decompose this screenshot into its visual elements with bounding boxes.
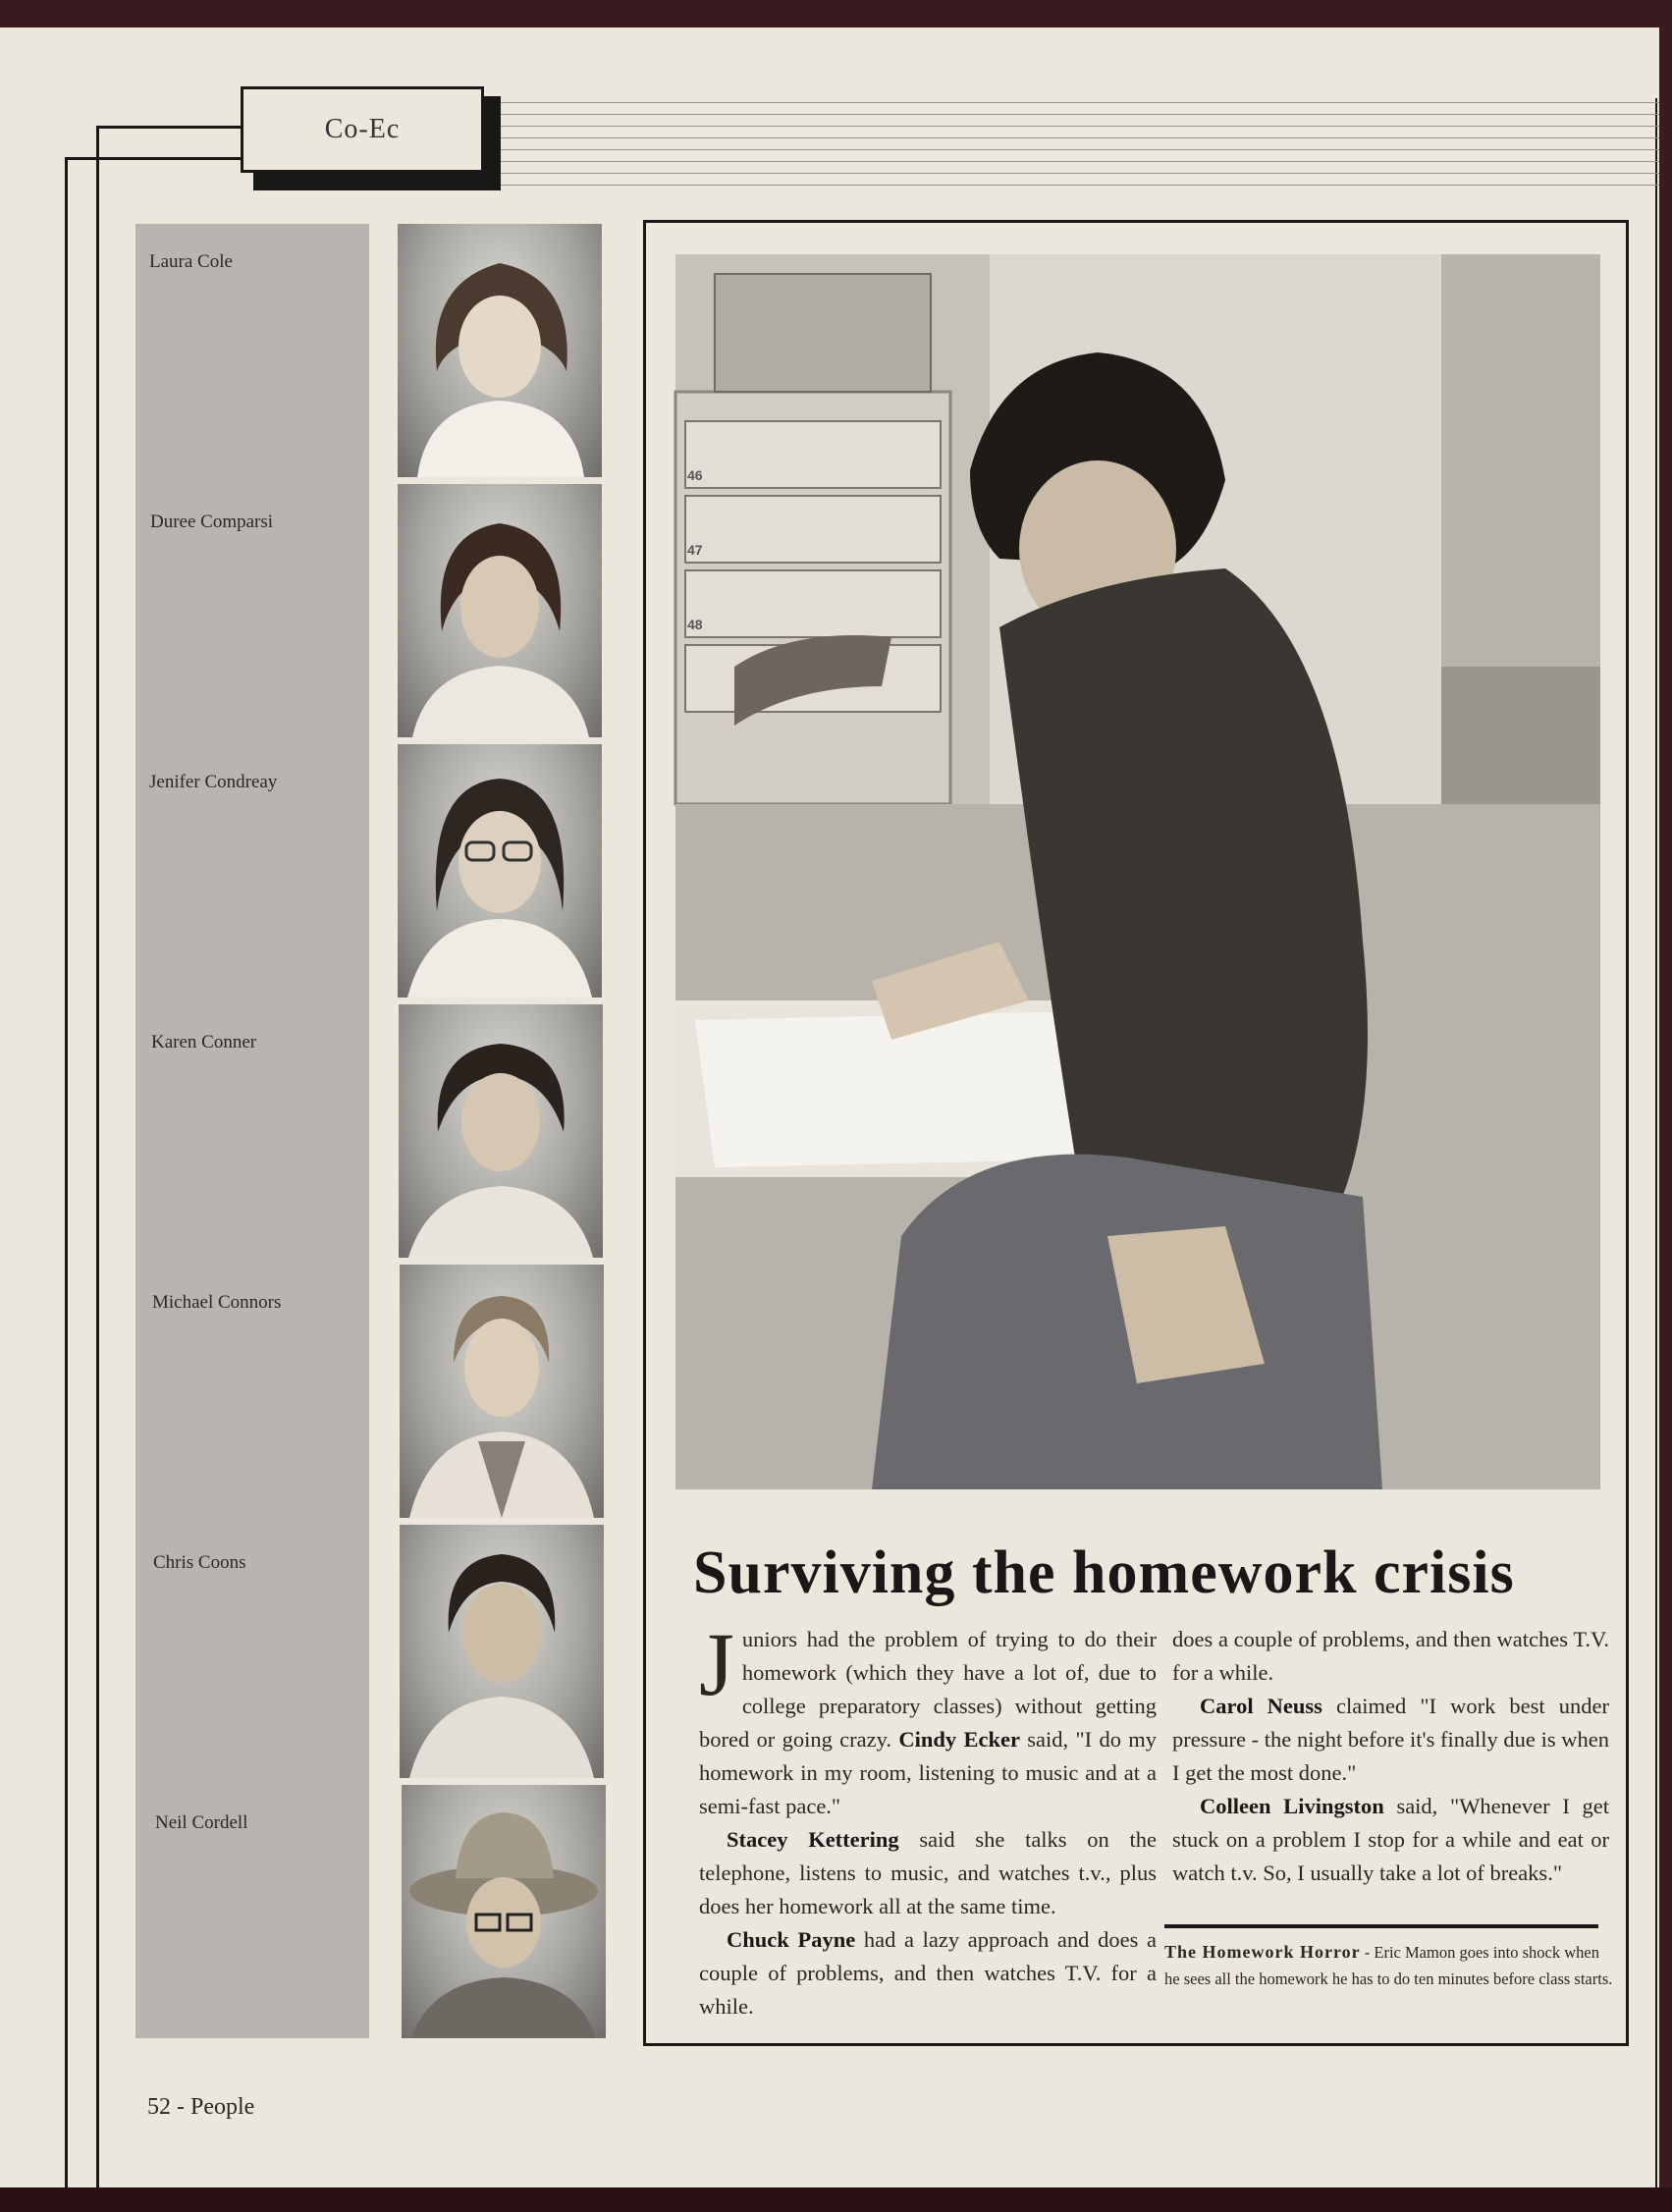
frame-line-right <box>1655 98 1657 2187</box>
student-name: Jenifer Condreay <box>149 772 278 792</box>
drawer-label: 47 <box>687 542 703 558</box>
story-text: uniors had the problem of trying to do their homework (which they have a lot of, due to college preparatory classes) without getting bored or going crazy. <box>699 1627 1157 1752</box>
student-name: Michael Connors <box>152 1292 282 1313</box>
frame-line-top-inner <box>96 126 243 129</box>
drawer-label: 46 <box>687 467 703 483</box>
feature-story <box>643 220 1629 2046</box>
student-portrait <box>402 1785 606 2038</box>
story-text: said she talks on the telephone, listens to music, and watches t.v., plus does her homework all at the same time. <box>699 1827 1157 1918</box>
frame-line-top-outer <box>65 157 243 160</box>
student-quote-name: Carol Neuss <box>1200 1694 1322 1718</box>
portrait-image <box>399 1004 603 1258</box>
portrait-image <box>400 1525 604 1778</box>
caption-title: The Homework Horror <box>1164 1942 1361 1962</box>
story-text: had a lazy approach and does a couple of problems, and then watches T.V. for a while. <box>699 1927 1157 2019</box>
feature-photo <box>675 254 1600 1489</box>
drawer-label: 48 <box>687 617 703 632</box>
story-text: said, "Whenever I get stuck on a problem I stop for a while and eat or watch t.v. So, I usually take a lot of breaks." <box>1172 1794 1610 1885</box>
portrait-image <box>398 744 602 998</box>
frame-line-outer <box>65 157 68 2187</box>
caption-text: - Eric Mamon goes into shock when he sees all the homework he has to do ten minutes before class starts. <box>1164 1943 1613 1988</box>
drop-cap: J <box>699 1614 734 1714</box>
header-tab <box>241 86 484 173</box>
student-portrait <box>398 744 602 998</box>
story-paragraph <box>699 1823 1157 1923</box>
portrait-image <box>398 224 602 477</box>
header-rules <box>501 102 1659 190</box>
story-text: claimed "I work best under pressure - the night before it's finally due is when I get the most done." <box>1172 1694 1610 1785</box>
page-bottom-edge <box>0 2187 1672 2212</box>
story-paragraph: does a couple of problems, and then watches T.V. for a while. <box>1172 1627 1609 1685</box>
page-folio: 52 - People <box>147 2094 255 2120</box>
student-quote-name: Colleen Livingston <box>1200 1794 1384 1818</box>
story-paragraph <box>1172 1790 1609 1890</box>
student-portrait <box>400 1525 604 1778</box>
caption-rule <box>1164 1924 1598 1928</box>
story-text: said, "I do my homework in my room, listening to music and at a semi-fast pace." <box>699 1727 1158 1818</box>
story-paragraph <box>1172 1690 1609 1790</box>
portrait-image <box>398 484 602 737</box>
story-column-left <box>699 1614 1158 2019</box>
photo-caption <box>1164 1939 1618 1992</box>
student-portrait <box>400 1265 604 1518</box>
frame-line-inner <box>96 126 99 2187</box>
student-quote-name: Chuck Payne <box>727 1927 856 1952</box>
student-name: Chris Coons <box>153 1552 246 1573</box>
student-portrait <box>398 224 602 477</box>
student-quote-name: Cindy Ecker <box>898 1727 1020 1752</box>
student-portrait <box>399 1004 603 1258</box>
student-name: Laura Cole <box>149 251 233 272</box>
student-quote-name: Stacey Kettering <box>727 1827 899 1852</box>
header-tab-label: Co-Ec <box>324 114 401 144</box>
story-headline: Surviving the homework crisis <box>693 1539 1515 1606</box>
student-name: Karen Conner <box>151 1032 257 1052</box>
story-column-right <box>1172 1623 1609 1890</box>
student-name: Neil Cordell <box>155 1812 248 1833</box>
story-paragraph <box>699 1614 1158 1823</box>
portrait-image <box>402 1785 606 2038</box>
homework-photo-image <box>675 254 1600 1489</box>
story-paragraph <box>699 1923 1157 2019</box>
name-column <box>135 224 369 2038</box>
portrait-image <box>400 1265 604 1518</box>
student-name: Duree Comparsi <box>150 512 274 532</box>
student-portrait <box>398 484 602 737</box>
